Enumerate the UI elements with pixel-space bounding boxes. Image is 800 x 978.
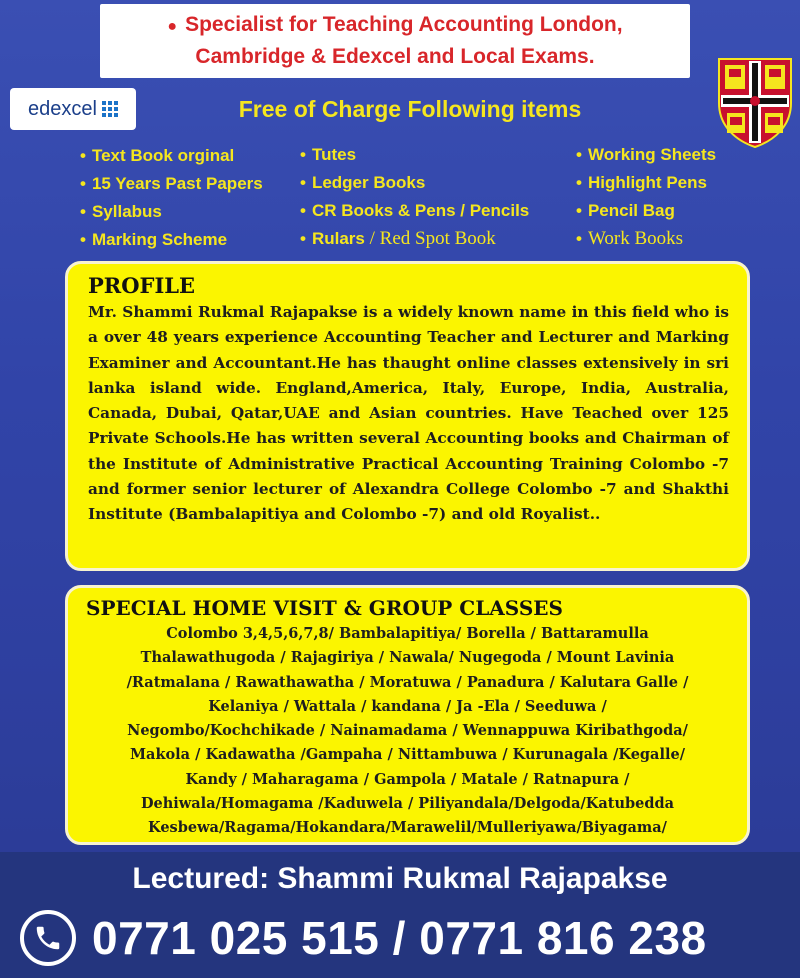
list-item: • Text Book orginal (80, 142, 263, 170)
list-item: • Highlight Pens (576, 169, 716, 197)
profile-box (65, 261, 750, 571)
free-items-heading: Free of Charge Following items (238, 96, 582, 122)
free-items-column-2 (300, 141, 529, 253)
location-line: Kandy / Maharagama / Gampola / Matale / Ratnapura / (185, 770, 630, 788)
location-line: Dehiwala/Homagama /Kaduwela / Piliyandala/Delgoda/Katubedda (140, 795, 675, 813)
list-item: • Pencil Bag (576, 197, 716, 225)
edexcel-logo (10, 88, 136, 130)
list-item: • Syllabus (80, 198, 263, 226)
list-item: • Tutes (300, 141, 529, 169)
phone-numbers[interactable]: 0771 025 515 / 0771 816 238 (92, 912, 707, 964)
list-item: • Working Sheets (576, 141, 716, 169)
classes-box (65, 585, 750, 845)
edexcel-dots-icon (102, 101, 118, 117)
list-item: • Ledger Books (300, 169, 529, 197)
list-item-rulars: Rulars (311, 229, 365, 248)
profile-text: Mr. Shammi Rukmal Rajapakse is a widely known name in this field who is a over 48 years experience Accounting Teacher and Lecturer and Marking Examiner and Accountant.He has thaught online classes extensively in sri lanka island wide. England,America, Italy, Europe, India, Australia, Canada, Dubai, Qatar,UAE and Asian countries. Have Teached over 125 Private Schools.He has written several Accounting books and Chairman of the Institute of Administrative Practical Accounting Training Colombo -7 and former senior lecturer of Alexandra College Colombo -7 and Shakthi Institute (Bambalapitiya and Colombo -7) and old Royalist.. (88, 303, 729, 524)
top-banner (100, 4, 690, 78)
classes-title: SPECIAL HOME VISIT & GROUP CLASSES (86, 596, 563, 620)
banner-line-2: Cambridge & Edexcel and Local Exams. (195, 45, 595, 68)
location-line: Thalawathugoda / Rajagiriya / Nawala/ Nugegoda / Mount Lavinia (140, 649, 675, 667)
cambridge-crest-icon (715, 55, 795, 150)
list-item-red-spot-book: / Red Spot Book (364, 228, 496, 249)
banner-line-1: ● Specialist for Teaching Accounting London, (167, 10, 622, 42)
edexcel-logo-text: edexcel (28, 97, 97, 120)
list-item (300, 225, 529, 253)
list-item-work-books: Work Books (587, 228, 684, 249)
profile-title: PROFILE (88, 273, 196, 298)
list-item: • Marking Scheme (80, 226, 263, 254)
phone-row (20, 906, 800, 970)
lecturer-name: Lectured: Shammi Rukmal Rajapakse (132, 862, 668, 895)
location-line: Kesbewa/Ragama/Hokandara/Marawelil/Mulleriyawa/Biyagama/ (148, 819, 667, 837)
location-line: Kelaniya / Wattala / kandana / Ja -Ela / Seeduwa / (208, 697, 607, 715)
free-items-column-3 (576, 141, 716, 253)
location-line: Makola / Kadawatha /Gampaha / Nittambuwa / Kurunagala /Kegalle/ (130, 746, 685, 764)
free-items-column-1 (80, 142, 263, 254)
phone-icon (20, 910, 76, 966)
list-item: • 15 Years Past Papers (80, 170, 263, 198)
list-item (576, 225, 716, 253)
list-item: • CR Books & Pens / Pencils (300, 197, 529, 225)
location-line: Colombo 3,4,5,6,7,8/ Bambalapitiya/ Borella / Battaramulla (166, 625, 649, 642)
location-line: Negombo/Kochchikade / Nainamadama / Wennappuwa Kiribathgoda/ (127, 722, 688, 740)
location-line: /Ratmalana / Rawathawatha / Moratuwa / Panadura / Kalutara Galle / (126, 673, 689, 691)
